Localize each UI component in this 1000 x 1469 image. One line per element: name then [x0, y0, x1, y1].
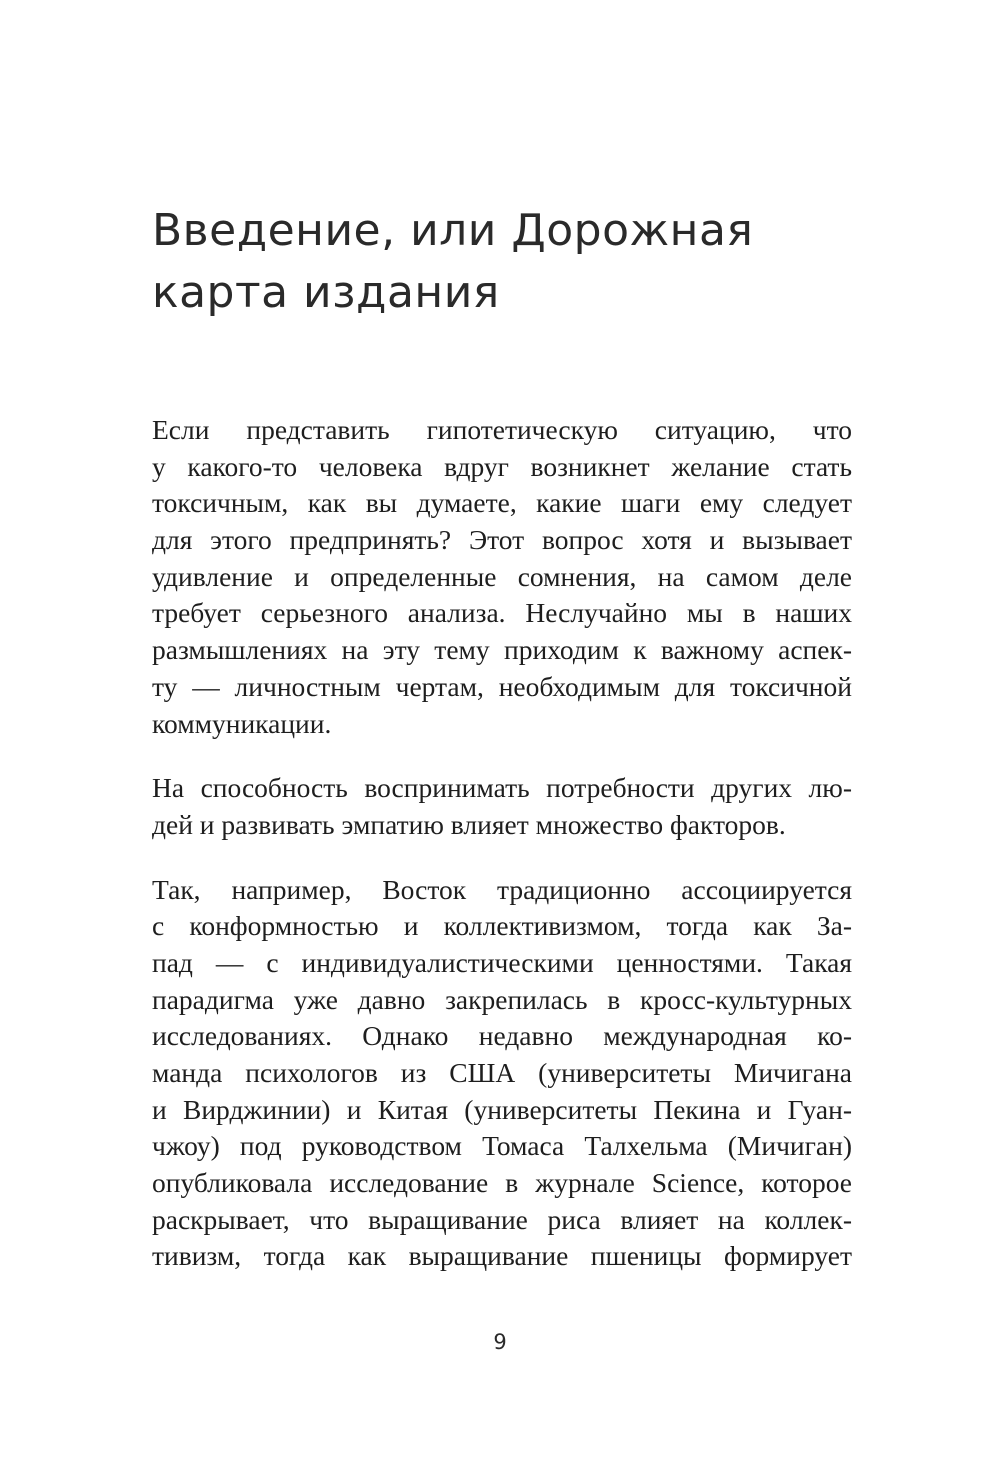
page-number: 9	[493, 1330, 507, 1354]
text-line: у какого-то человека вдруг возникнет желание стать	[152, 450, 852, 482]
text-line: манда психологов из США (университеты Мичигана	[152, 1057, 852, 1088]
text-line: размышлениях на эту тему приходим к важному аспек-	[152, 634, 852, 666]
text-line: На способность воспринимать потребности других лю-	[152, 772, 852, 804]
paragraph-2	[152, 770, 852, 843]
text-line: с конформностью и коллективизмом, тогда как За-	[152, 910, 852, 942]
body-text	[152, 412, 852, 1303]
text-line: Так, например, Восток традиционно ассоциируется	[152, 873, 852, 905]
text-line: дей и развивать эмпатию влияет множество факторов.	[152, 808, 786, 840]
chapter-title-line: карта издания	[152, 267, 500, 318]
text-line: тивизм, тогда как выращивание пшеницы формирует	[152, 1240, 852, 1272]
text-line: коммуникации.	[152, 707, 332, 739]
paragraph-1	[152, 412, 852, 742]
text-line: требует серьезного анализа. Неслучайно мы в наших	[152, 597, 852, 629]
text-line: токсичным, как вы думаете, какие шаги ему следует	[152, 487, 852, 519]
text-line: Если представить гипотетическую ситуацию, что	[152, 414, 852, 445]
text-line: опубликовала исследование в журнале Science, которое	[152, 1167, 852, 1199]
chapter-title-line: Введение, или Дорожная	[152, 205, 754, 256]
text-line: пад — с индивидуалистическими ценностями. Такая	[152, 946, 852, 978]
text-line: исследованиях. Однако недавно международная ко-	[152, 1020, 852, 1052]
text-line: и Вирджинии) и Китая (университеты Пекина и Гуан-	[152, 1093, 852, 1125]
text-line: раскрывает, что выращивание риса влияет на коллек-	[152, 1203, 852, 1235]
text-line: для этого предпринять? Этот вопрос хотя и вызывает	[152, 524, 852, 556]
text-line: парадигма уже давно закрепилась в кросс-культурных	[152, 983, 852, 1015]
chapter-title	[152, 200, 872, 324]
paragraph-3	[152, 872, 852, 1276]
text-line: чжоу) под руководством Томаса Талхельма (Мичиган)	[152, 1130, 852, 1162]
text-line: удивление и определенные сомнения, на самом деле	[152, 560, 852, 592]
text-line: ту — личностным чертам, необходимым для токсичной	[152, 670, 852, 702]
